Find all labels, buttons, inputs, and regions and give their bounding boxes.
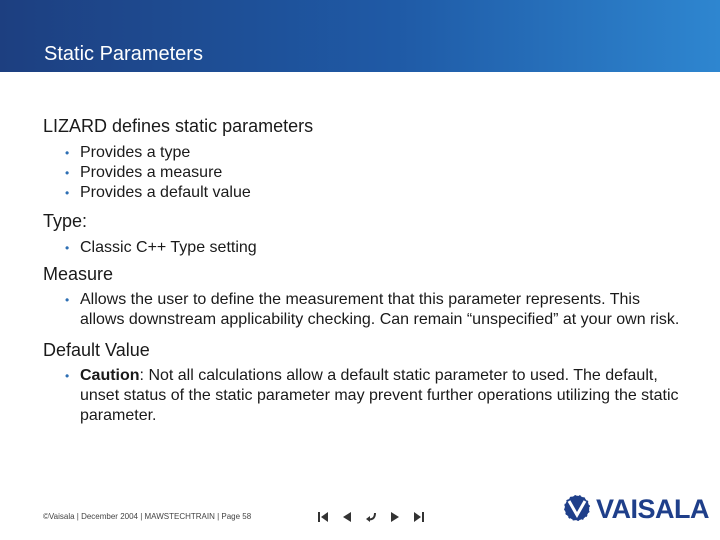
list-item: • Allows the user to define the measurement that this parameter represents. This allows downstream applicability checking. Can remain “unspecified” at your own risk. [65,291,680,328]
list-item: • Provides a type [65,144,191,161]
bullet-icon: • [65,186,70,200]
bullet-icon: • [65,241,70,255]
title-bar [0,0,720,72]
section-heading-type: Type: [43,211,88,231]
list-item: • Provides a measure [65,164,223,181]
previous-slide-icon[interactable] [340,511,354,523]
section-heading-measure: Measure [43,264,114,284]
next-slide-icon[interactable] [388,511,402,523]
bullet-icon: • [65,166,70,180]
footer-text: ©Vaisala | December 2004 | MAWSTECHTRAIN | Page 58 [43,512,252,521]
section-heading-intro: LIZARD defines static parameters [43,116,314,136]
measure-bullet-list [43,290,683,330]
vaisala-logo [562,492,710,526]
slide-body [43,115,683,426]
logo-wordmark: VAISALA [596,494,710,524]
vaisala-emblem-icon [562,492,592,524]
slide-navigation [316,511,426,523]
caution-label: Caution [80,367,140,384]
list-item: • Provides a default value [65,184,251,201]
slide-title: Static Parameters [44,43,203,65]
bullet-icon: • [65,369,70,383]
bullet-icon: • [65,146,70,160]
type-bullet-list [43,238,683,258]
first-slide-icon[interactable] [316,511,330,523]
bullet-icon: • [65,293,70,307]
list-item [43,366,683,426]
list-item: • Classic C++ Type setting [65,239,257,256]
caution-text: : Not all calculations allow a default static parameter to used. The default, unset status of the static parameter may prevent further operations utilizing the static parameter. [80,367,679,424]
default-value-bullet-list [43,366,683,426]
intro-bullet-list [43,143,683,203]
last-slide-icon[interactable] [412,511,426,523]
return-icon[interactable] [364,511,378,523]
section-heading-default-value: Default Value [43,340,150,360]
